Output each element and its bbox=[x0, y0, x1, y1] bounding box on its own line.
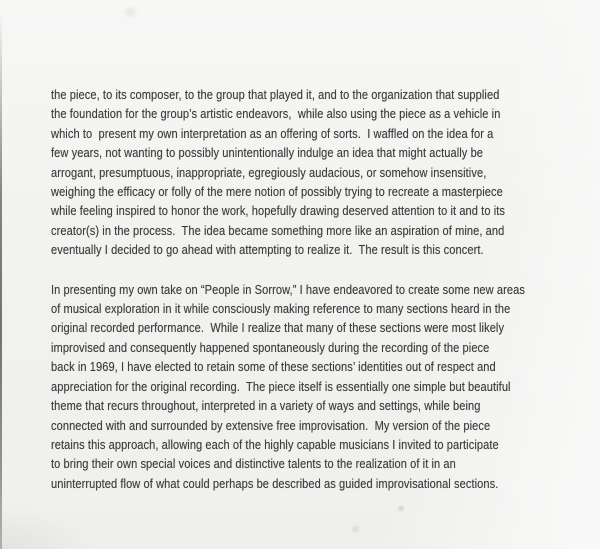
text-line: to bring their own special voices and distinctive talents to the realization of it in an bbox=[51, 456, 456, 472]
text-line: appreciation for the original recording. The piece itself is essentially one simple but beautiful bbox=[51, 378, 511, 394]
scan-edge-shadow bbox=[0, 10, 2, 549]
text-line: few years, not wanting to possibly unintentionally indulge an idea that might actually be bbox=[51, 145, 484, 161]
scan-artifact bbox=[125, 8, 135, 16]
text-line: original recorded performance. While I realize that many of these sections were most likely bbox=[51, 320, 505, 336]
text-line: the foundation for the group’s artistic endeavors, while also using the piece as a vehicle in bbox=[51, 106, 501, 122]
text-line: connected with and surrounded by extensive free improvisation. My version of the piece bbox=[51, 417, 491, 433]
scan-artifact bbox=[352, 526, 359, 532]
text-line: uninterrupted flow of what could perhaps be described as guided improvisational sections. bbox=[51, 475, 499, 491]
text-line: back in 1969, I have elected to retain some of these sections’ identities out of respect and bbox=[51, 359, 496, 375]
text-line: of musical exploration in it while consciously making reference to many sections heard in the bbox=[51, 301, 511, 317]
scan-artifact bbox=[398, 506, 404, 511]
text-line: which to present my own interpretation as an offering of sorts. I waffled on the idea for a bbox=[51, 125, 494, 141]
text-line: creator(s) in the process. The idea became something more like an aspiration of mine, and bbox=[51, 222, 505, 238]
text-line: while feeling inspired to honor the work, hopefully drawing deserved attention to it and to its bbox=[51, 203, 506, 219]
text-line: eventually I decided to go ahead with attempting to realize it. The result is this concert. bbox=[51, 242, 484, 258]
text-line: retains this approach, allowing each of the highly capable musicians I invited to participate bbox=[51, 436, 499, 452]
text-line: theme that recurs throughout, interpreted in a variety of ways and settings, while being bbox=[51, 398, 481, 414]
text-line: arrogant, presumptuous, inappropriate, egregiously audacious, or somehow insensitive, bbox=[51, 164, 487, 180]
text-block bbox=[51, 85, 591, 493]
paragraph-1 bbox=[51, 85, 591, 260]
text-line: In presenting my own take on “People in Sorrow,” I have endeavored to create some new areas bbox=[51, 281, 525, 297]
text-line: improvised and consequently happened spontaneously during the recording of the piece bbox=[51, 339, 490, 355]
text-line: the piece, to its composer, to the group that played it, and to the organization that supplied bbox=[51, 87, 500, 102]
text-line: weighing the efficacy or folly of the mere notion of possibly trying to recreate a masterpiece bbox=[51, 184, 503, 200]
paragraph-2 bbox=[51, 280, 591, 493]
